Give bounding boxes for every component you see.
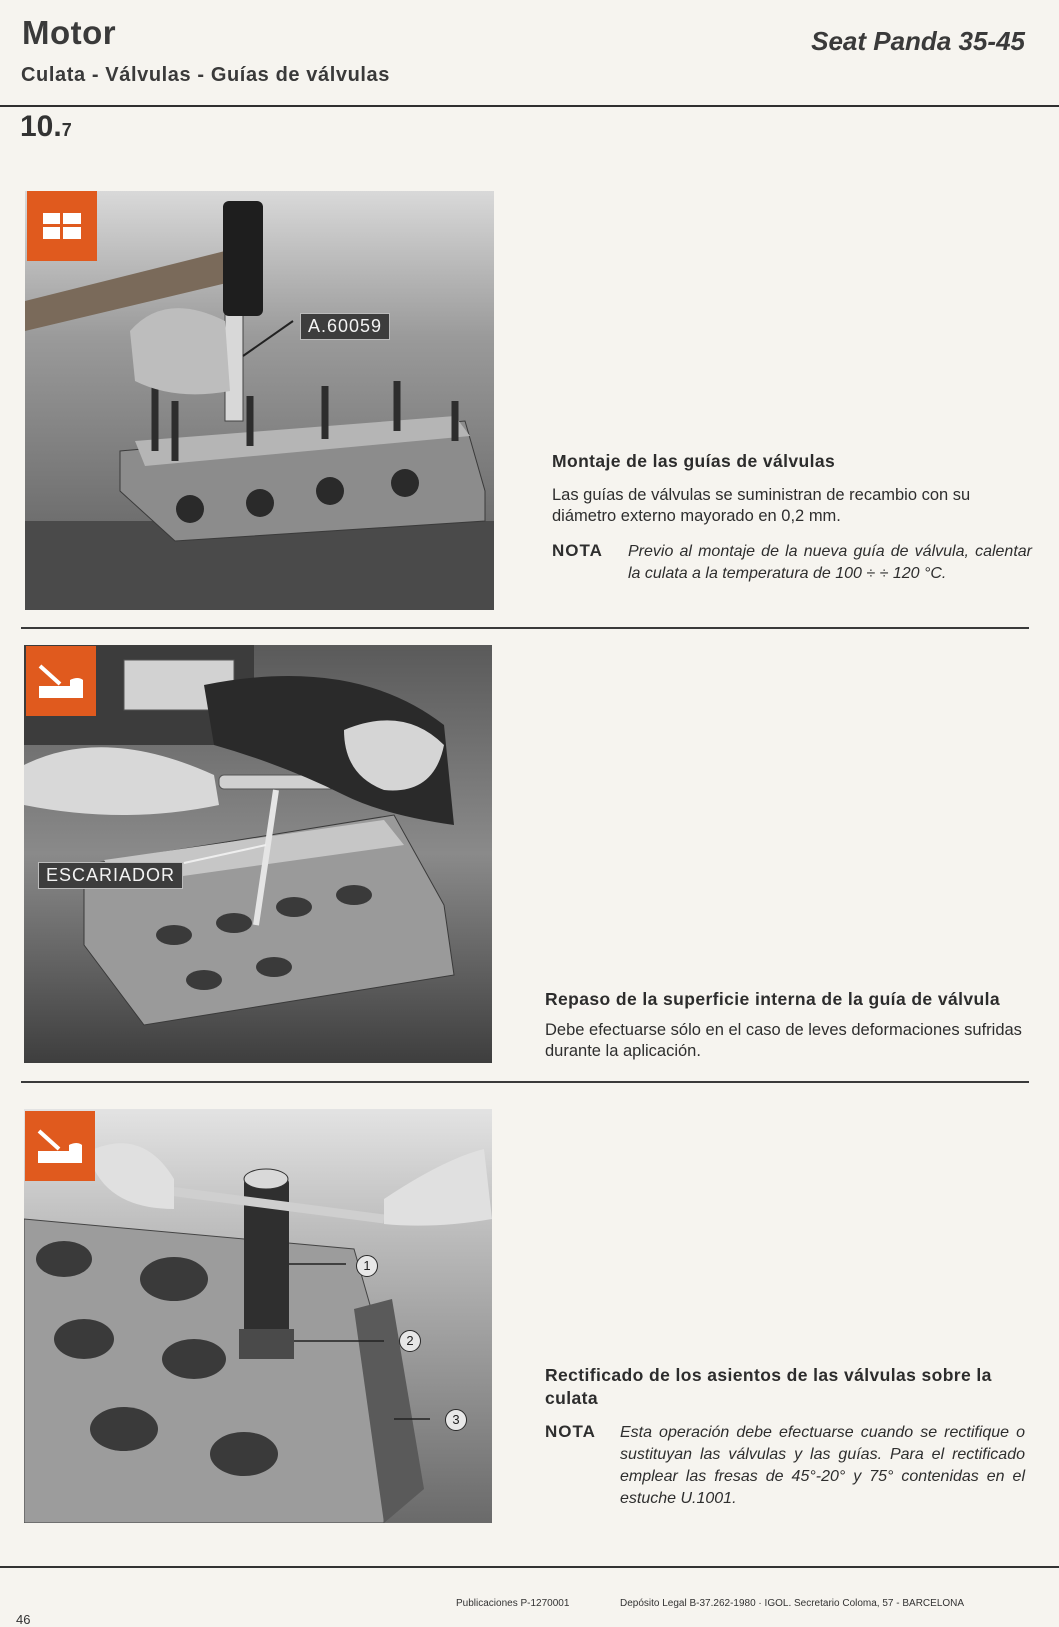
section-number	[20, 110, 72, 144]
machining-icon	[26, 646, 96, 716]
note-text: Previo al montaje de la nueva guía de válvula, calentar la culata a la temperatura de 100 ÷ ÷ 120 °C.	[628, 543, 1032, 582]
marker-3: 3	[445, 1409, 467, 1431]
note-text: Esta operación debe efectuarse cuando se rectifique o sustituyan las válvulas y las guías. Para el rectificado emplear las fresas de 45°-20° y 75° contenidas en el estuche U.1001.	[620, 1424, 1025, 1507]
marker-1: 1	[356, 1255, 378, 1277]
section-body: Debe efectuarse sólo en el caso de leves deformaciones sufridas durante la aplicación.	[545, 1021, 1022, 1060]
section-number-major: 10.	[20, 110, 62, 143]
section-body: Las guías de válvulas se suministran de recambio con su diámetro externo mayorado en 0,2 mm.	[552, 486, 971, 525]
tool-callout-escariador: ESCARIADOR	[38, 862, 183, 889]
footer-publication: Publicaciones P-1270001	[456, 1598, 570, 1609]
disassembly-icon	[27, 191, 97, 261]
section-number-minor: 7	[61, 120, 72, 140]
section-divider	[21, 627, 1029, 629]
section-divider	[21, 1081, 1029, 1083]
footer-rule	[0, 1566, 1059, 1568]
footer-legal: Depósito Legal B-37.262-1980 · IGOL. Secretario Coloma, 57 - BARCELONA	[620, 1598, 965, 1609]
header-rule	[0, 105, 1059, 107]
note-label: NOTA	[545, 1422, 596, 1441]
page-title: Motor	[22, 14, 117, 51]
section-heading: Montaje de las guías de válvulas	[552, 451, 836, 471]
marker-2: 2	[399, 1330, 421, 1352]
vehicle-model: Seat Panda 35-45	[811, 26, 1025, 56]
tool-callout-a60059: A.60059	[300, 313, 390, 340]
note-label: NOTA	[552, 541, 603, 560]
page-subtitle: Culata - Válvulas - Guías de válvulas	[21, 64, 391, 86]
section-heading: Rectificado de los asientos de las válvulas sobre la culata	[545, 1365, 992, 1408]
machining-icon	[25, 1111, 95, 1181]
section-heading: Repaso de la superficie interna de la guía de válvula	[545, 989, 1000, 1009]
page-number: 46	[16, 1612, 31, 1627]
